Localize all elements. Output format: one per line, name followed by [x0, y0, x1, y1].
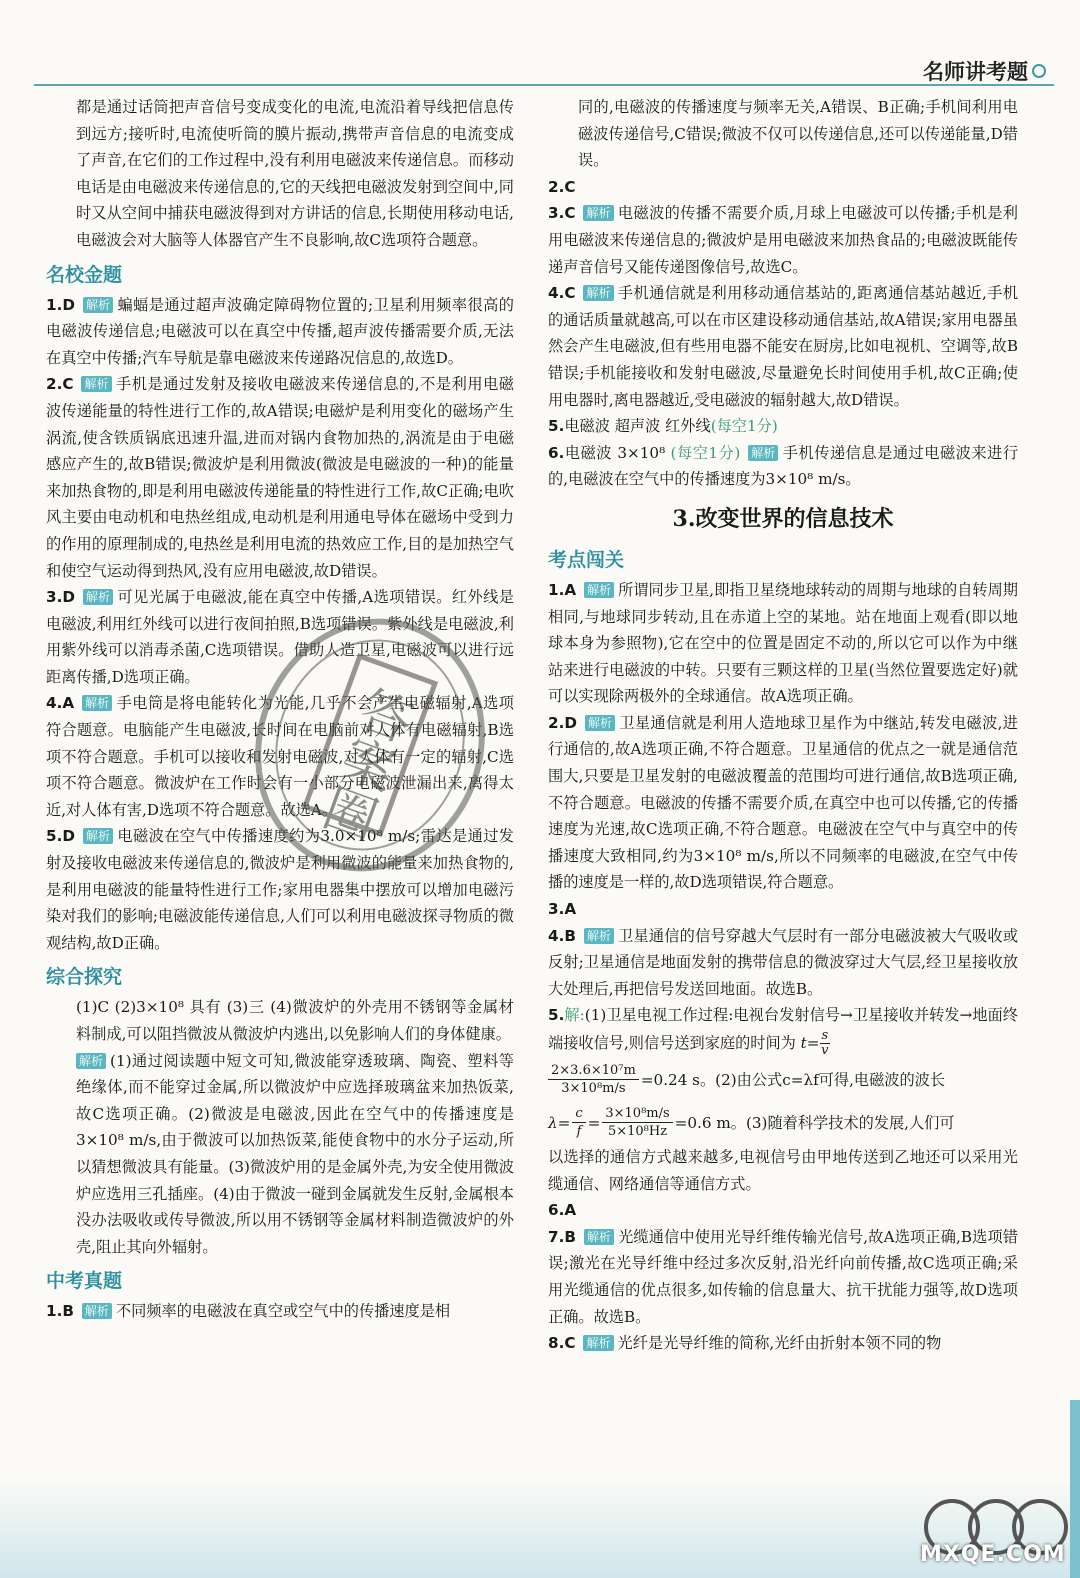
answer-item: 2.D 解析 卫星通信就是利用人造地球卫星作为中继站,转发电磁波,进行通信的,故A选项正确,不符合题意。卫星通信的优点之一就是通信范围大,只要是卫星发射的电磁波覆盖的范围均可进行通信,故B选项正确,不符合题意。电磁波的传播不需要介质,在真空中也可以传播,它的传播速度为光速,故C选项正确,不符合题意。电磁波在空气中与真空中的传播速度大致相同,约为3×10⁸ m/s,所以不同频率的电磁波,在空气中传播的速度是一样的,故D选项错误,符合题意。 — [548, 713, 1018, 892]
zonghe-answer: (1)C (2)3×10⁸ 具有 (3)三 (4)微波炉的外壳用不锈钢等金属材料制成,可以阻挡微波从微波炉内逃出,以免影响人们的身体健康。 — [76, 998, 514, 1043]
answer-item: 4.C 解析 手机通信就是利用移动通信基站的,距离通信基站越近,手机的通话质量就越高,可以在市区建设移动通信基站,故A错误;家用电器虽然会产生电磁波,但有些用电器不能安在厨房,比如电视机、空调等,故B错误;手机能接收和发射电磁波,尽量避免长时间使用手机,故C正确;使用电器时,离电器越近,受电磁波的辐射越大,故D错误。 — [548, 284, 1018, 409]
analysis-tag: 解析 — [584, 582, 614, 598]
analysis-tag: 解析 — [82, 1303, 112, 1319]
header-rule — [34, 84, 1054, 86]
watermark-site-text: MXQE.COM — [920, 1542, 1066, 1567]
analysis-tag: 解析 — [584, 928, 614, 944]
analysis-tag: 解析 — [83, 828, 113, 844]
answer-item: 4.A 解析 手电筒是将电能转化为光能,几乎不会产生电磁辐射,A选项符合题意。电脑能产生电磁波,长时间在电脑前对人体有电磁辐射,B选项不符合题意。手机可以接收和发射电磁波,对人体有一定的辐射,C选项不符合题意。微波炉在工作时会有一小部分电磁波泄漏出来,离得太近,对人体有害,D选项不符合题意。故选A。 — [46, 694, 514, 819]
lesson-title: 3.改变世界的信息技术 — [672, 505, 894, 532]
answer-item: 2.C — [548, 177, 576, 196]
answer-item: 5.D 解析 电磁波在空气中传播速度约为3.0×10⁸ m/s;雷达是通过发射及接收电磁波来传递信息的,微波炉是利用微波的能量来加热食物的,是利用电磁波的能量特性进行工作;家用电器集中摆放可以增加电磁污染对我们的影响;电磁波能传递信息,人们可以利用电磁波探寻物质的微观结构,故D正确。 — [46, 827, 514, 952]
intro-paragraph: 都是通过话筒把声音信号变成变化的电流,电流沿着导线把信息传到远方;接听时,电流使听筒的膜片振动,携带声音信息的电流变成了声音,在它们的工作过程中,没有利用电磁波来传递信息。而移动电话是由电磁波来传递信息的,它的天线把电磁波发射到空间中,同时又从空间中捕获电磁波得到对方讲话的信息,长期使用移动电话,电磁波会对大脑等人体器官产生不良影响,故C选项符合题意。 — [76, 98, 514, 249]
analysis-tag: 解析 — [583, 1335, 613, 1351]
analysis-tag: 解析 — [81, 376, 111, 392]
analysis-tag: 解析 — [585, 715, 615, 731]
answer-item: 1.B 解析 不同频率的电磁波在真空或空气中的传播速度是相 — [46, 1302, 451, 1321]
answer-item: 6.A — [548, 1201, 577, 1220]
section-heading-zhongkao: 中考真题 — [46, 1270, 123, 1293]
answer-item: 4.B 解析 卫星通信的信号穿越大气层时有一部分电磁波被大气吸收或反射;卫星通信是地面发射的携带信息的微波穿过大气层,经卫星接收放大处理后,再把信号发送回地面。故选B。 — [548, 926, 1018, 998]
header-title: 名师讲考题 — [923, 59, 1028, 84]
section-heading-zonghe: 综合探究 — [46, 966, 123, 989]
right-column — [548, 94, 1018, 1357]
answer-item: 5.电磁波 超声波 红外线(每空1分) — [548, 417, 778, 436]
formula-time: t= $\frac{s}{v}$ — [800, 1028, 829, 1058]
analysis-tag: 解析 — [583, 205, 613, 221]
answer-item: 7.B 解析 光缆通信中使用光导纤维传输光信号,故A选项正确,B选项错误;激光在光导纤维中经过多次反射,沿光纤向前传播,故C选项正确;采用光缆通信的优点很多,如传输的信息量大、抗干扰能力强等,故D选项正确。故选B。 — [548, 1227, 1018, 1326]
solution-end: 以选择的通信方式越来越多,电视信号由甲地传送到乙地还可以采用光缆通信、网络通信等通信方式。 — [548, 1148, 1018, 1193]
formula-line: $\frac{\text{2×3.6×10⁷m}}{\text{3×10⁸m/s}}$ =0.24 s。(2)由公式c=λf可得,电磁波的波长 — [548, 1058, 1018, 1101]
zonghe-analysis: 解析 (1)通过阅读题中短文可知,微波能穿透玻璃、陶瓷、塑料等绝缘体,而不能穿过金属,所以微波炉中应选择玻璃盆来加热饭菜,故C选项正确。(2)微波是电磁波,因此在空气中的传播速度是3×10⁸ m/s,由于微波可以加热饭菜,能使食物中的水分子运动,所以猜想微波具有能量。(3)微波炉用的是金属外壳,为安全使用微波炉应选用三孔插座。(4)由于微波一碰到金属就发生反射,金属根本没办法吸收或传导微波,所以用不锈钢等金属材料制造微波炉的外壳,阻止其向外辐射。 — [76, 1051, 514, 1256]
answer-item: 8.C 解析 光纤是光导纤维的简称,光纤由折射本领不同的物 — [548, 1334, 942, 1353]
answer-item: 3.D 解析 可见光属于电磁波,能在真空中传播,A选项错误。红外线是电磁波,利用红外线可以进行夜间拍照,B选项错误。紫外线是电磁波,利用紫外线可以消毒杀菌,C选项错误。借助人造卫星,电磁波可以进行远距离传播,D选项正确。 — [46, 588, 514, 686]
formula-line: λ= $\frac{c}{f}$ = $\frac{\text{3×10⁸m/s}}{\text{5×10⁸Hz}}$ =0.6 m。(3)随着科学技术的发展,人们可 — [548, 1106, 955, 1139]
answer-item-solution: 5.解:(1)卫星电视工作过程:电视台发射信号→卫星接收并转发→地面终端接收信号,则信号送到家庭的时间为 t= $\frac{s}{v}$ — [548, 1006, 1018, 1058]
analysis-tag: 解析 — [83, 297, 113, 313]
header-dot-icon — [1032, 64, 1046, 78]
edge-strip — [1070, 1400, 1080, 1578]
continued-paragraph: 同的,电磁波的传播速度与频率无关,A错误、B正确;手机间利用电磁波传递信号,C错误;微波不仅可以传递信息,还可以传递能量,D错误。 — [578, 98, 1018, 170]
answer-item: 3.A — [548, 900, 577, 919]
analysis-tag: 解析 — [83, 589, 113, 605]
answer-item: 1.D 解析 蝙蝠是通过超声波确定障碍物位置的;卫星利用频率很高的电磁波传递信息;电磁波可以在真空中传播,超声波传播需要介质,无法在真空中传播;汽车导航是靠电磁波来传递路况信息的,故选D。 — [46, 295, 514, 367]
analysis-tag: 解析 — [748, 445, 778, 461]
section-heading-kaodian: 考点闯关 — [548, 548, 625, 571]
analysis-tag: 解析 — [584, 1229, 614, 1245]
answer-item: 2.C 解析 手机是通过发射及接收电磁波来传递信息的,不是利用电磁波传递能量的特性进行工作的,故A错误;电磁炉是利用变化的磁场产生涡流,使含铁质锅底迅速升温,进而对锅内食物加热的,涡流是由于电磁感应产生的,故B错误;微波炉是利用微波(微波是电磁波的一种)的能量来加热食物的,即是利用电磁波传递能量的特性进行工作,故C正确;电吹风主要由电动机和电热丝组成,电动机是利用通电导体在磁场中受到力的作用的原理制成的,电热丝是利用电流的热效应工作,目的是加热空气和使空气运动得到热风,没有应用电磁波,故D错误。 — [46, 375, 514, 580]
answer-item: 1.A 解析 所谓同步卫星,即指卫星绕地球转动的周期与地球的自转周期相同,与地球同步转动,且在赤道上空的某地。站在地面上观看(即以地球本身为参照物),它在空中的位置是固定不动的,所以它可以作为中继站来进行电磁波的中转。只要有三颗这样的卫星(当然位置要选定好)就可以实现除两极外的全球通信。故A选项正确。 — [548, 580, 1018, 706]
analysis-tag: 解析 — [76, 1053, 106, 1069]
answer-item: 6.电磁波 3×10⁸ (每空1分) 解析 手机传递信息是通过电磁波来进行的,电磁波在空气中的传播速度为3×10⁸ m/s。 — [548, 443, 1019, 489]
analysis-tag: 解析 — [583, 285, 613, 301]
svg-text:答案圈: 答案圈 — [308, 678, 419, 846]
answer-item: 3.C 解析 电磁波的传播不需要介质,月球上电磁波可以传播;手机是利用电磁波来传递信息的;微波炉是用电磁波来加热食品的;电磁波既能传递声音信号又能传递图像信号,故选C。 — [548, 204, 1018, 276]
analysis-tag: 解析 — [82, 695, 112, 711]
section-heading-mingxiao: 名校金题 — [46, 263, 123, 286]
